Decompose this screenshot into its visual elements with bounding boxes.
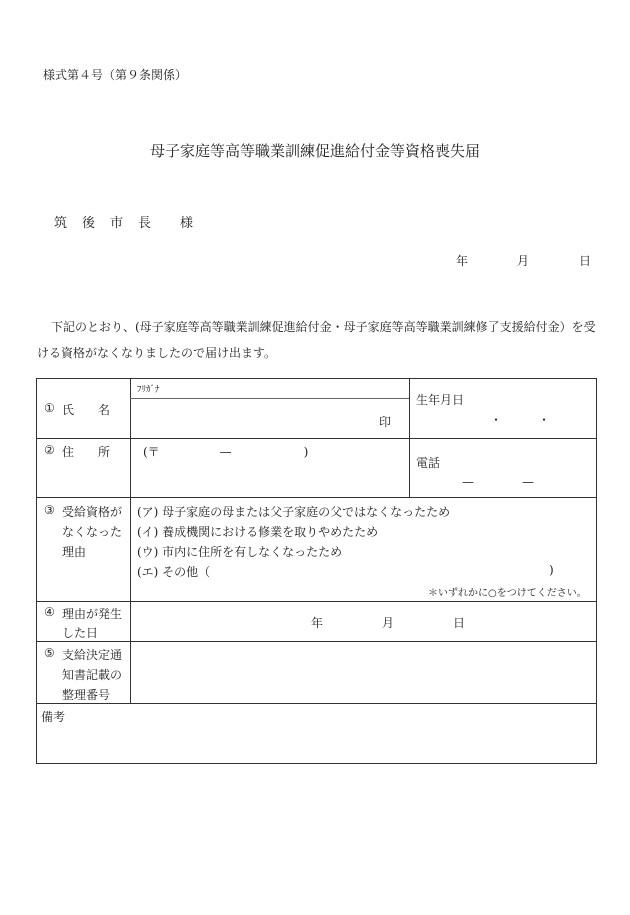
date-year: 年 <box>456 254 469 268</box>
intro-paragraph: 下記のとおり、(母子家庭等高等職業訓練促進給付金・母子家庭等高等職業訓練修了支援給付金）を受ける資格がなくなりましたので届け出ます。 <box>37 320 596 360</box>
address-label: 住 所 <box>62 445 111 459</box>
row3-number: ③ <box>44 503 55 517</box>
reason-option-a[interactable]: (ア) 母子家庭の母または父子家庭の父ではなくなったため <box>137 505 451 519</box>
reason-option-e[interactable]: (エ) その他（ <box>137 565 211 579</box>
seal-mark: 印 <box>379 415 392 429</box>
row-divider <box>36 438 597 439</box>
reason-option-u[interactable]: (ウ) 市内に住所を有しなくなったため <box>137 545 343 559</box>
reference-label-line2: 知書記載の <box>62 668 123 682</box>
row2-number: ② <box>44 443 55 457</box>
row-divider <box>36 601 597 602</box>
table-border-left <box>36 378 37 764</box>
name-label: 氏 名 <box>62 403 111 417</box>
other-reason-field[interactable] <box>210 562 545 578</box>
reference-label-line1: 支給決定通 <box>62 648 123 662</box>
row5-number: ⑤ <box>44 646 55 660</box>
table-border-top <box>36 378 597 379</box>
date-month: 月 <box>517 254 530 268</box>
furigana-field[interactable] <box>134 381 404 397</box>
form-number: 様式第４号（第９条関係） <box>43 68 188 82</box>
reason-label-line1: 受給資格が <box>62 505 123 519</box>
row-divider <box>36 497 597 498</box>
birthdate-label: 生年月日 <box>416 393 465 407</box>
phone-field[interactable]: — — <box>462 475 535 489</box>
birthdate-separators: ・ ・ <box>490 413 551 427</box>
date-day: 日 <box>579 254 592 268</box>
birthdate-field[interactable] <box>412 405 592 435</box>
reference-number-field[interactable] <box>134 646 592 700</box>
row-divider <box>36 703 597 704</box>
reason-label-line2: なくなった <box>62 525 123 539</box>
reason-label-line3: 理由 <box>62 545 87 559</box>
occurrence-day: 日 <box>453 616 466 630</box>
addressee: 筑 後 市 長 様 <box>54 216 195 231</box>
occurrence-label-line1: 理由が発生 <box>62 607 123 621</box>
selection-note: ＊いずれかに○をつけてください。 <box>428 588 587 599</box>
table-border-right <box>596 378 597 764</box>
reason-option-i[interactable]: (イ) 養成機関における修業を取りやめたため <box>137 525 379 539</box>
row4-number: ④ <box>44 605 55 619</box>
row1-number: ① <box>44 401 55 415</box>
table-border-bottom <box>36 763 597 764</box>
occurrence-date-field[interactable] <box>134 605 592 638</box>
occurrence-year: 年 <box>311 616 324 630</box>
row-divider <box>36 641 597 642</box>
address-field[interactable] <box>134 460 404 494</box>
remarks-label: 備考 <box>41 710 66 724</box>
document-title: 母子家庭等高等職業訓練促進給付金等資格喪失届 <box>149 142 480 160</box>
occurrence-month: 月 <box>382 616 395 630</box>
name-field[interactable] <box>134 400 404 436</box>
occurrence-label-line2: した日 <box>62 626 99 640</box>
phone-label: 電話 <box>416 456 441 470</box>
postal-code-field[interactable]: (〒 — ) <box>143 445 309 459</box>
remarks-field[interactable] <box>40 724 592 760</box>
other-reason-close: ) <box>549 563 554 577</box>
reference-label-line3: 整理番号 <box>62 688 111 702</box>
label-column-divider <box>130 378 131 704</box>
furigana-divider <box>130 398 409 399</box>
right-column-divider <box>409 378 410 498</box>
furigana-label: ﾌﾘｶﾞﾅ <box>137 385 160 395</box>
